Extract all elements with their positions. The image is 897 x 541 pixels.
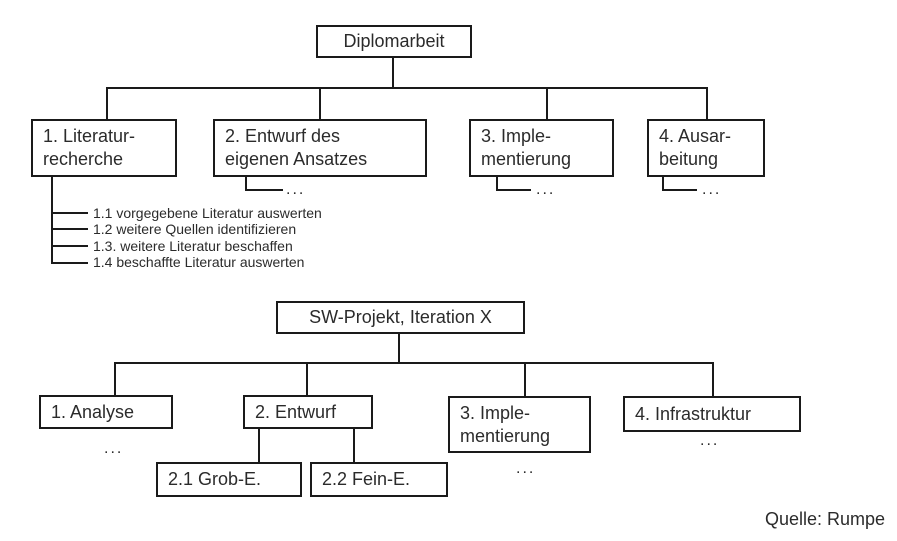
node-label-line: beitung — [659, 149, 719, 169]
node-label-line: mentierung — [460, 425, 551, 446]
tree2-drop-line-4 — [712, 362, 714, 397]
tree1-root-stem-line — [392, 58, 394, 88]
tree2-root-box — [276, 301, 525, 334]
tree2-node3-ellipsis: ... — [516, 460, 536, 477]
node-label-line: 4. Infrastruktur — [635, 403, 752, 424]
tree1-bus-line — [106, 87, 708, 89]
tree1-node2-ellipsis: ... — [286, 181, 306, 198]
tree1-drop-line-3 — [546, 87, 548, 120]
tree1-subitem-4: 1.4 beschaffte Literatur auswerten — [93, 254, 305, 270]
node-label-line: 1. Literatur- — [43, 126, 136, 146]
node-label-line: 4. Ausar- — [659, 126, 732, 146]
tree1-root-box — [316, 25, 472, 58]
tree1-node3-ellipsis: ... — [536, 181, 556, 198]
tree1-subitem-1: 1.1 vorgegebene Literatur auswerten — [93, 205, 322, 221]
tree2-drop-line-2 — [306, 362, 308, 396]
tree2-node4-ellipsis: ... — [700, 432, 720, 449]
node-label-line: 2. Entwurf — [255, 401, 337, 422]
node-label-line: 3. Imple- — [460, 402, 531, 423]
tree2-node-feinentwurf — [310, 462, 448, 497]
tree2-root-label: SW-Projekt, Iteration X — [309, 307, 492, 327]
tree1-drop-line-4 — [706, 87, 708, 120]
tree1-node4-ellipsis: ... — [702, 181, 722, 198]
node-label-line: 2.1 Grob-E. — [168, 469, 262, 489]
tree1-subitem-tick-2 — [51, 228, 88, 230]
node-label-line: 2.2 Fein-E. — [322, 469, 411, 489]
tree1-subitem-3: 1.3. weitere Literatur beschaffen — [93, 238, 293, 254]
tree1-node-entwurf — [213, 119, 427, 177]
tree2-drop-line-1 — [114, 362, 116, 396]
tree1-node-literaturrecherche — [31, 119, 177, 177]
tree1-node-implementierung — [469, 119, 614, 177]
tree2-node-infrastruktur — [623, 396, 801, 432]
tree1-subitem-tick-4 — [51, 262, 88, 264]
tree2-bus-line — [114, 362, 714, 364]
node-label-line: 3. Imple- — [481, 126, 552, 146]
tree2-node-implementierung — [448, 396, 591, 453]
tree1-subitem-tick-3 — [51, 245, 88, 247]
tree1-drop-line-2 — [319, 87, 321, 120]
source-credit: Quelle: Rumpe — [765, 509, 886, 529]
tree1-node4-elbow-hline — [662, 189, 697, 191]
node-label-line: mentierung — [481, 149, 572, 169]
tree1-node2-elbow-hline — [245, 189, 283, 191]
tree2-node-grobentwurf — [156, 462, 302, 497]
tree2-node1-ellipsis: ... — [104, 440, 124, 457]
node-label-line: recherche — [43, 149, 124, 169]
tree1-subitem-spine-line — [51, 177, 53, 264]
node-label-line: 1. Analyse — [51, 401, 135, 422]
tree2-entwurf-drop-line-2 — [353, 429, 355, 463]
tree1-node3-elbow-hline — [496, 189, 531, 191]
node-label-line: 2. Entwurf des — [225, 126, 341, 146]
tree1-drop-line-1 — [106, 87, 108, 120]
tree2-node-entwurf — [243, 395, 373, 429]
node-label-line: eigenen Ansatzes — [225, 149, 368, 169]
tree1-root-label: Diplomarbeit — [343, 31, 445, 51]
tree2-root-stem-line — [398, 334, 400, 363]
tree1-subitem-2: 1.2 weitere Quellen identifizieren — [93, 221, 297, 237]
tree1-node-ausarbeitung — [647, 119, 765, 177]
tree2-entwurf-drop-line-1 — [258, 429, 260, 463]
tree1-subitem-tick-1 — [51, 212, 88, 214]
tree2-drop-line-3 — [524, 362, 526, 397]
tree2-node-analyse — [39, 395, 173, 429]
